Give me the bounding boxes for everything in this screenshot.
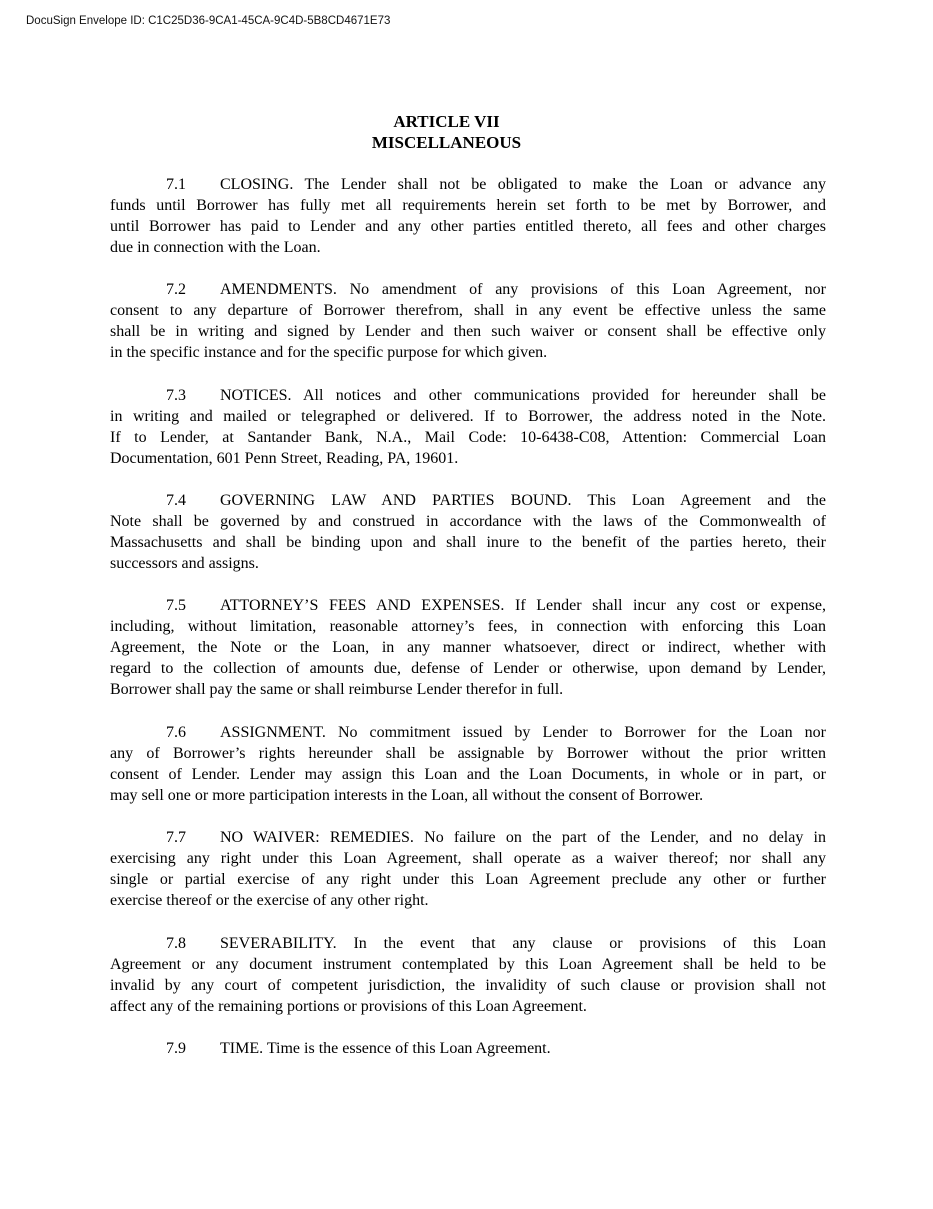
section-text: CLOSING. The Lender shall not be obligated to make the Loan or advance any — [220, 176, 826, 193]
section-number: 7.7 — [166, 829, 186, 846]
section-line: due in connection with the Loan. — [110, 239, 321, 256]
section-number: 7.3 — [166, 387, 186, 404]
section-line — [110, 722, 826, 743]
section-text: NO WAIVER: REMEDIES. No failure on the part of the Lender, and no delay in — [220, 829, 826, 846]
section-number: 7.2 — [166, 281, 186, 298]
section-text: AMENDMENTS. No amendment of any provisions of this Loan Agreement, nor — [220, 281, 826, 298]
section-line: Documentation, 601 Penn Street, Reading, PA, 19601. — [110, 450, 459, 467]
section-text: NOTICES. All notices and other communications provided for hereunder shall be — [220, 387, 826, 404]
section-text: TIME. Time is the essence of this Loan Agreement. — [220, 1040, 551, 1057]
section-line: single or partial exercise of any right under this Loan Agreement preclude any other or further — [110, 871, 826, 888]
section-line: in writing and mailed or telegraphed or delivered. If to Borrower, the address noted in the Note. — [110, 408, 826, 425]
section-line — [110, 933, 826, 954]
section-line — [110, 827, 826, 848]
section-line: If to Lender, at Santander Bank, N.A., Mail Code: 10-6438-C08, Attention: Commercial Loan — [110, 429, 826, 446]
section-line: including, without limitation, reasonable attorney’s fees, in connection with enforcing this Loan — [110, 618, 826, 635]
section-line — [110, 595, 826, 616]
section-line: Agreement, the Note or the Loan, in any manner whatsoever, direct or indirect, whether with — [110, 639, 826, 656]
docusign-envelope-id: DocuSign Envelope ID: C1C25D36-9CA1-45CA-9C4D-5B8CD4671E73 — [26, 15, 391, 27]
article-number: ARTICLE VII — [393, 112, 500, 131]
section-number: 7.1 — [166, 176, 186, 193]
section-7-4 — [110, 490, 826, 574]
section-7-5 — [110, 595, 826, 700]
section-number: 7.9 — [166, 1040, 186, 1057]
section-number: 7.6 — [166, 724, 186, 741]
article-title: MISCELLANEOUS — [371, 133, 522, 152]
section-line — [110, 385, 826, 406]
section-line: invalid by any court of competent jurisdiction, the invalidity of such clause or provision shall not — [110, 977, 826, 994]
section-7-7 — [110, 827, 826, 911]
section-line: Note shall be governed by and construed in accordance with the laws of the Commonwealth of — [110, 513, 826, 530]
section-text: SEVERABILITY. In the event that any clause or provisions of this Loan — [220, 935, 826, 952]
section-number: 7.5 — [166, 597, 186, 614]
section-line: Massachusetts and shall be binding upon and shall inure to the benefit of the parties hereto, their — [110, 534, 826, 551]
section-line: consent to any departure of Borrower therefrom, shall in any event be effective unless the same — [110, 302, 826, 319]
section-7-1 — [110, 174, 826, 258]
section-line: Agreement or any document instrument contemplated by this Loan Agreement shall be held to be — [110, 956, 826, 973]
section-line: until Borrower has paid to Lender and any other parties entitled thereto, all fees and other charges — [110, 218, 826, 235]
section-7-6 — [110, 722, 826, 806]
section-line: consent of Lender. Lender may assign this Loan and the Loan Documents, in whole or in part, or — [110, 766, 826, 783]
section-line: may sell one or more participation interests in the Loan, all without the consent of Borrower. — [110, 787, 704, 804]
section-line — [110, 1038, 826, 1059]
section-line: Borrower shall pay the same or shall reimburse Lender therefor in full. — [110, 681, 564, 698]
section-line: exercising any right under this Loan Agreement, shall operate as a waiver thereof; nor shall any — [110, 850, 826, 867]
section-line — [110, 279, 826, 300]
section-7-8 — [110, 933, 826, 1017]
section-7-2 — [110, 279, 826, 363]
section-line: regard to the collection of amounts due, defense of Lender or otherwise, upon demand by Lender, — [110, 660, 826, 677]
section-line: affect any of the remaining portions or provisions of this Loan Agreement. — [110, 998, 587, 1015]
section-7-9 — [110, 1038, 826, 1059]
section-number: 7.4 — [166, 492, 186, 509]
section-line: successors and assigns. — [110, 555, 259, 572]
section-line: shall be in writing and signed by Lender and then such waiver or consent shall be effective only — [110, 323, 826, 340]
section-text: ASSIGNMENT. No commitment issued by Lender to Borrower for the Loan nor — [220, 724, 826, 741]
article-heading — [0, 111, 893, 153]
section-line: in the specific instance and for the specific purpose for which given. — [110, 344, 548, 361]
section-line: funds until Borrower has fully met all requirements herein set forth to be met by Borrower, and — [110, 197, 826, 214]
section-7-3 — [110, 385, 826, 469]
section-text: GOVERNING LAW AND PARTIES BOUND. This Loan Agreement and the — [220, 492, 826, 509]
section-line — [110, 490, 826, 511]
section-line: any of Borrower’s rights hereunder shall be assignable by Borrower without the prior written — [110, 745, 826, 762]
section-number: 7.8 — [166, 935, 186, 952]
section-text: ATTORNEY’S FEES AND EXPENSES. If Lender shall incur any cost or expense, — [220, 597, 826, 614]
section-line — [110, 174, 826, 195]
section-line: exercise thereof or the exercise of any other right. — [110, 892, 429, 909]
